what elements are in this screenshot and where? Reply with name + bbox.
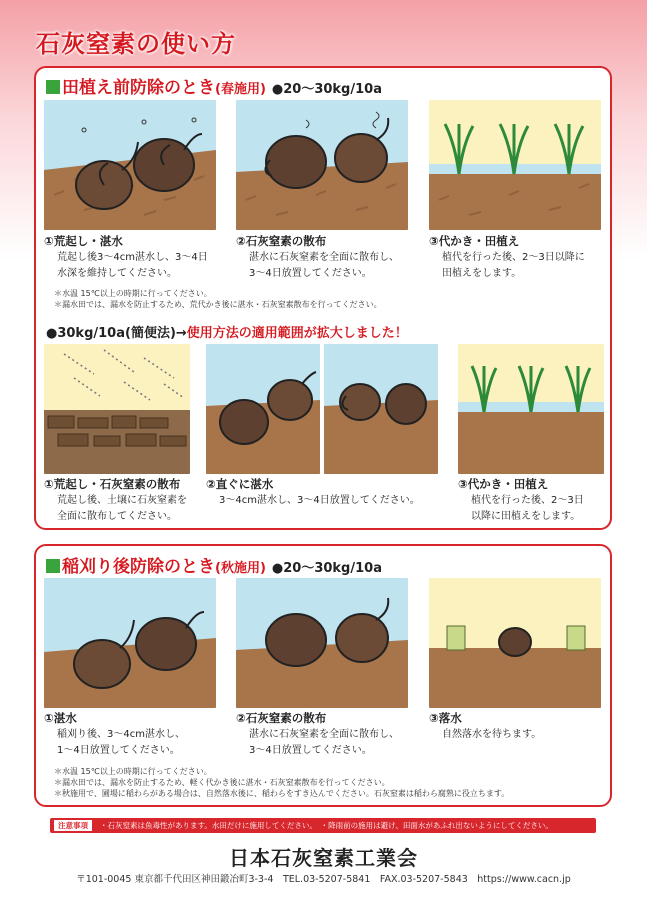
spring-step-3 (429, 233, 609, 282)
step-title: ①荒起し・湛水 (44, 234, 123, 248)
step-title: ②直ぐに湛水 (206, 477, 274, 491)
green-square-icon (46, 559, 60, 573)
step-title: ①湛水 (44, 711, 77, 725)
rice-seedlings-illustration-2 (458, 344, 604, 474)
snails-in-water-illustration-autumn (44, 578, 216, 708)
note-line: ＊秋施用で、圃場に稲わらがある場合は、自然落水後に、稲わらをすき込んでください。石灰窒素は稲わら腐熟に役立ちます。 (54, 789, 510, 798)
spring-heading (46, 73, 382, 98)
spring-dose: ●20～30kg/10a (271, 82, 382, 97)
step-text: 荒起し後、土壌に石灰窒素を 全面に散布してください。 (57, 495, 187, 522)
autumn-heading-text: 稲刈り後防除のとき (62, 557, 215, 577)
step-title: ③代かき・田植え (429, 234, 520, 248)
step-text: 植代を行った後、2～3日以降に 田植えをします。 (442, 252, 585, 279)
note-line: ＊漏水田では、漏水を防止するため、荒代かき後に湛水・石灰窒素散布を行ってください。 (54, 300, 382, 309)
note-line: ＊水温 15℃以上の時期に行ってください。 (54, 289, 212, 298)
autumn-season: (秋施用) (215, 561, 266, 576)
rice-seedlings-illustration (429, 100, 601, 230)
step-title: ③代かき・田植え (458, 477, 549, 491)
spring-step-1 (44, 233, 230, 282)
snails-flooded-illustration (206, 344, 320, 474)
caution-text: ・石灰窒素は魚毒性があります。水田だけに施用してください。 ・降雨前の施用は避け、田面水があふれ出ないようにしてください。 (100, 821, 553, 830)
snails-curled-illustration-autumn (236, 578, 408, 708)
autumn-step-2 (236, 710, 422, 759)
step-title: ①荒起し・石灰窒素の散布 (44, 477, 181, 491)
note-line: ＊漏水田では、漏水を防止するため、軽く代かき後に湛水・石灰窒素散布を行ってください。 (54, 778, 390, 787)
autumn-step-3 (429, 710, 609, 743)
autumn-section (34, 544, 612, 807)
spring-step-2 (236, 233, 422, 282)
autumn-heading (46, 552, 382, 577)
simple-step-2 (206, 476, 446, 509)
snails-in-water-illustration (44, 100, 216, 230)
spread-on-soil-illustration (44, 344, 190, 474)
contact-address: 〒101-0045 東京都千代田区神田鍛冶町3-3-4 TEL.03-5207-5841 FAX.03-5207-5843 https://www.cacn.jp (76, 874, 571, 885)
step-text: 湛水に石灰窒素を全面に散布し、 3～4日放置してください。 (249, 252, 399, 279)
spring-notes (54, 288, 382, 310)
step-title: ③落水 (429, 711, 462, 725)
caution-bar (50, 818, 596, 833)
note-line: ＊水温 15℃以上の時期に行ってください。 (54, 767, 212, 776)
autumn-step-1 (44, 710, 230, 759)
step-title: ②石灰窒素の散布 (236, 711, 327, 725)
green-square-icon (46, 80, 60, 94)
step-title: ②石灰窒素の散布 (236, 234, 327, 248)
step-text: 植代を行った後、2～3日 以降に田植えをします。 (471, 495, 584, 522)
simple-method-heading (46, 322, 408, 341)
snails-curled-illustration (236, 100, 408, 230)
page-title: 石灰窒素の使い方 (36, 30, 236, 58)
organization-name: 日本石灰窒素工業会 (229, 846, 418, 870)
spring-season: (春施用) (215, 82, 266, 97)
stubble-snail-illustration (429, 578, 601, 708)
simple-method-highlight: 使用方法の適用範囲が拡大しました！ (186, 326, 408, 341)
step-text: 荒起し後3～4cm湛水し、3～4日 水深を維持してください。 (57, 252, 208, 279)
simple-step-1 (44, 476, 204, 525)
autumn-dose: ●20～30kg/10a (271, 561, 382, 576)
step-text: 稲刈り後、3～4cm湛水し、 1～4日放置してください。 (57, 729, 185, 756)
spring-heading-text: 田植え前防除のとき (62, 78, 215, 98)
step-text: 自然落水を待ちます。 (442, 729, 542, 740)
caution-label: 注意事項 (54, 820, 92, 831)
simple-step-3 (458, 476, 608, 525)
spring-section (34, 66, 612, 530)
step-text: 3～4cm湛水し、3～4日放置してください。 (219, 495, 420, 506)
autumn-notes (54, 766, 509, 799)
snails-dead-illustration (324, 344, 438, 474)
simple-method-label: ●30kg/10a(簡便法)→ (46, 326, 187, 341)
step-text: 湛水に石灰窒素を全面に散布し、 3～4日放置してください。 (249, 729, 399, 756)
